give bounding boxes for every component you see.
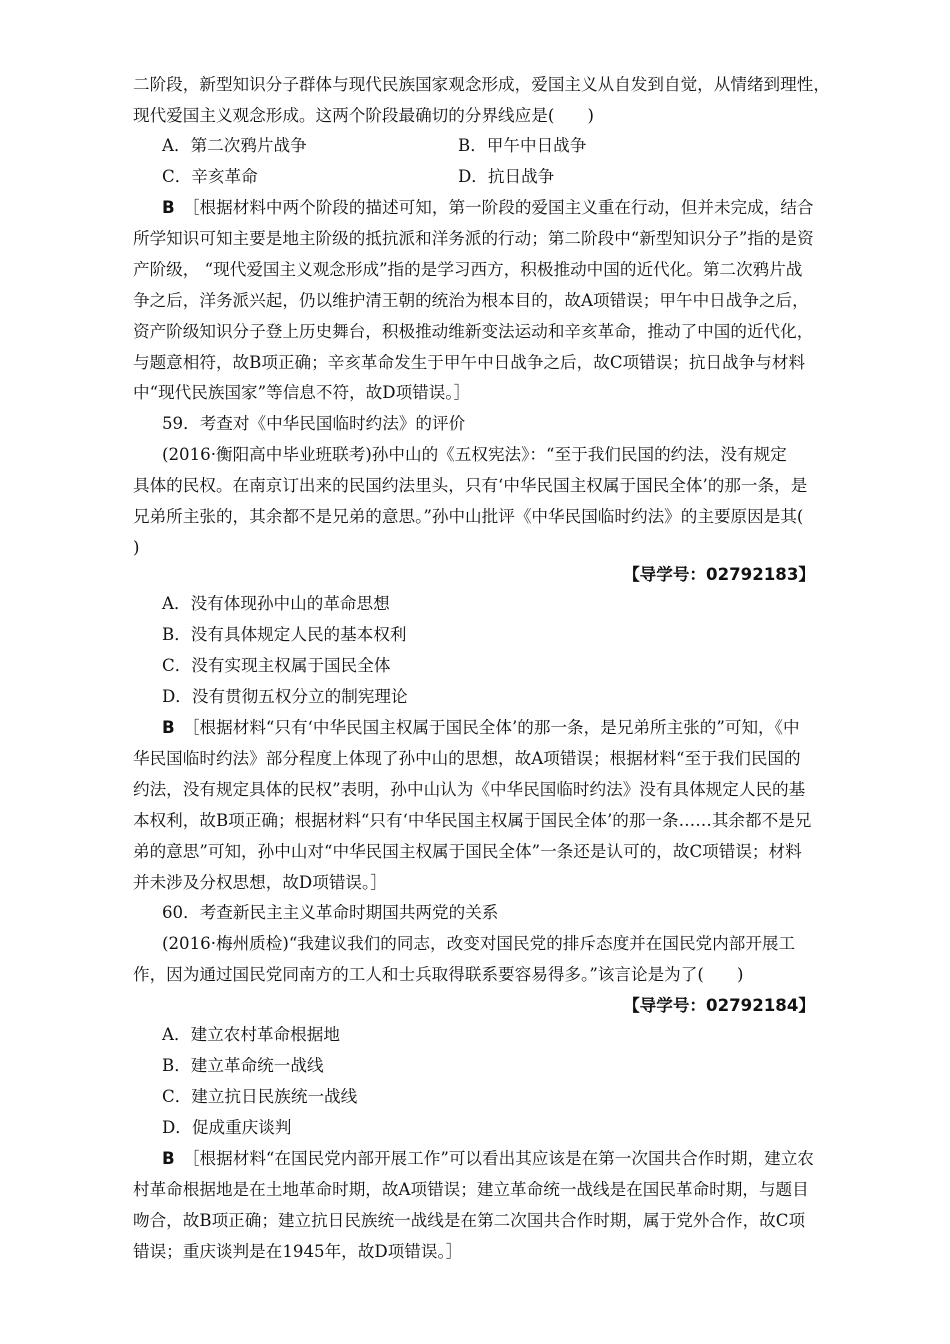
explanation-line: 与题意相符，故B项正确；辛亥革命发生于甲午中日战争之后，故C项错误；抗日战争与材料 <box>133 352 806 372</box>
q59-option-d: D．没有贯彻五权分立的制宪理论 <box>162 687 408 706</box>
q60-option-a: A．建立农村革命根据地 <box>162 1025 340 1044</box>
explanation-line: 争之后，洋务派兴起，仍以维护清王朝的统治为根本目的，故A项错误；甲午中日战争之后， <box>133 290 809 310</box>
q59-heading: 59．考查对《中华民国临时约法》的评价 <box>162 414 466 433</box>
q58-explanation <box>133 193 827 409</box>
explanation-line: 产阶级， “现代爱国主义观念形成”指的是学习西方，积极推动中国的近代化。第二次鸦片战 <box>133 259 803 279</box>
q59-option-b: B．没有具体规定人民的基本权利 <box>162 625 407 644</box>
q59-stem <box>133 440 827 564</box>
stem-line: 现代爱国主义观念形成。这两个阶段最确切的分界线应是( ) <box>133 105 594 125</box>
explanation-first-line: ［根据材料中两个阶段的描述可知，第一阶段的爱国主义重在行动，但并未完成，结合 <box>182 198 814 217</box>
answer-letter: B <box>162 718 175 737</box>
explanation-line: 错误；重庆谈判是在1945年，故D项错误。］ <box>133 1241 463 1261</box>
q60-stem <box>133 929 827 991</box>
stem-line: 兄弟所主张的，其余都不是兄弟的意思。”孙中山批评《中华民国临时约法》的主要原因是其( <box>133 506 804 526</box>
stem-line: (2016·梅州质检)“我建议我们的同志，改变对国民党的排斥态度并在国民党内部开展工 <box>162 934 796 953</box>
explanation-line: 并未涉及分权思想，故D项错误。］ <box>133 872 387 892</box>
q60-explanation <box>133 1144 827 1268</box>
explanation-line: 村革命根据地是在土地革命时期，故A项错误；建立革命统一战线是在国民革命时期，与题目 <box>133 1179 809 1199</box>
explanation-line: 资产阶级知识分子登上历史舞台，积极推动维新变法运动和辛亥革命，推动了中国的近代化， <box>133 321 814 341</box>
explanation-line: 弟的意思”可知，孙中山对“中华民国主权属于国民全体”一条还是认可的，故C项错误；材料 <box>133 841 802 861</box>
q58-option-c: C．辛亥革命 <box>162 167 258 186</box>
stem-line: 二阶段，新型知识分子群体与现代民族国家观念形成，爱国主义从自发到自觉，从情绪到理性， <box>133 75 830 94</box>
stem-line: ) <box>133 537 140 557</box>
q60-option-d: D．促成重庆谈判 <box>162 1118 292 1137</box>
explanation-first-line: ［根据材料“只有‘中华民国主权属于国民全体’的那一条，是兄弟所主张的”可知，《中 <box>182 718 800 737</box>
explanation-line: 所学知识可知主要是地主阶级的抵抗派和洋务派的行动；第二阶段中“新型知识分子”指的是资 <box>133 228 814 248</box>
explanation-line: 本权利，故B项正确；根据材料“只有‘中华民国主权属于国民全体’的那一条……其余都不是兄 <box>133 810 812 830</box>
q58-option-b: B．甲午中日战争 <box>458 136 587 155</box>
q59-explanation <box>133 713 827 898</box>
q60-option-b: B．建立革命统一战线 <box>162 1056 324 1075</box>
q58-option-d: D．抗日战争 <box>458 167 555 186</box>
q60-guide-code: 【导学号：02792184】 <box>623 996 815 1015</box>
explanation-line: 约法，没有规定具体的民权”表明，孙中山认为《中华民国临时约法》没有具体规定人民的基 <box>133 779 806 799</box>
stem-line: 作，因为通过国民党同南方的工人和士兵取得联系要容易得多。”该言论是为了( ) <box>133 964 744 984</box>
q59-option-c: C．没有实现主权属于国民全体 <box>162 656 391 675</box>
q59-option-a: A．没有体现孙中山的革命思想 <box>162 594 390 613</box>
explanation-line: 中“现代民族国家”等信息不符，故D项错误。］ <box>133 383 471 403</box>
q58-option-a: A．第二次鸦片战争 <box>162 136 307 155</box>
explanation-line: 吻合，故B项正确；建立抗日民族统一战线是在第二次国共合作时期，属于党外合作，故C项 <box>133 1210 806 1230</box>
explanation-line: 华民国临时约法》部分程度上体现了孙中山的思想，故A项错误；根据材料“至于我们民国的 <box>133 748 801 768</box>
explanation-first-line: ［根据材料“在国民党内部开展工作”可以看出其应该是在第一次国共合作时期，建立农 <box>182 1149 814 1168</box>
q60-heading: 60．考查新民主主义革命时期国共两党的关系 <box>162 903 499 922</box>
stem-line: 具体的民权。在南京订出来的民国约法里头，只有‘中华民国主权属于国民全体’的那一条，是 <box>133 475 808 495</box>
q60-option-c: C．建立抗日民族统一战线 <box>162 1087 358 1106</box>
stem-line: (2016·衡阳高中毕业班联考)孙中山的《五权宪法》：“至于我们民国的约法，没有规定 <box>162 445 787 464</box>
answer-letter: B <box>162 1149 175 1168</box>
q58-stem <box>133 70 830 132</box>
answer-letter: B <box>162 198 175 217</box>
q59-guide-code: 【导学号：02792183】 <box>623 565 815 584</box>
